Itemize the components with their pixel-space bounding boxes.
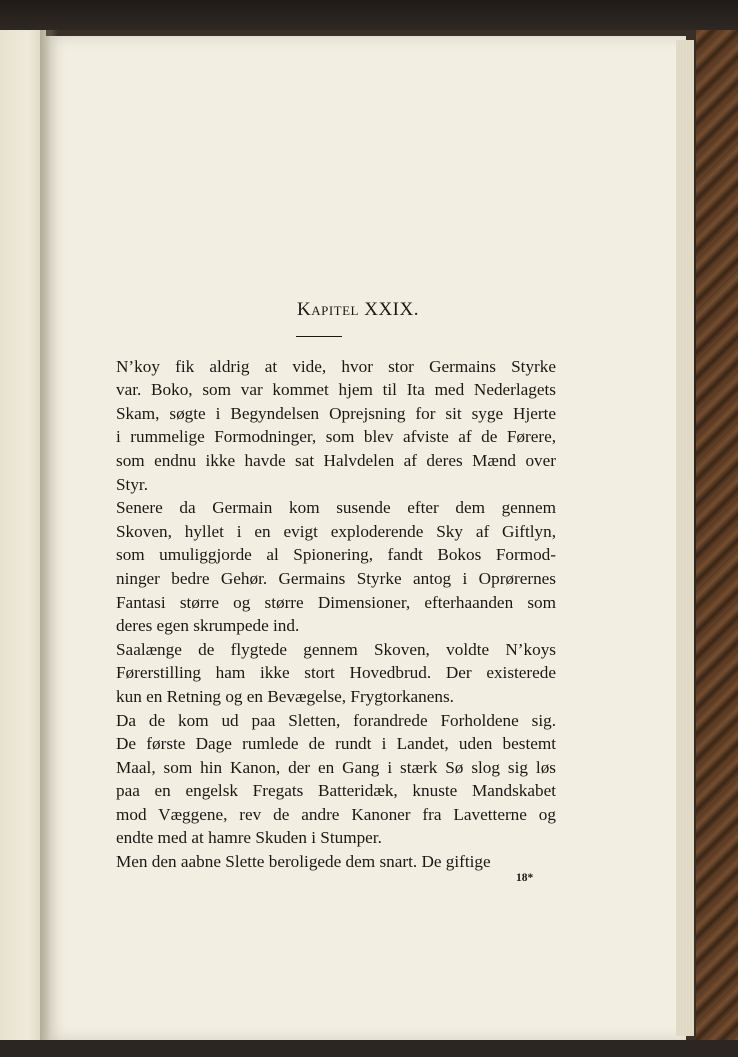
text-line: Men den aabne Slette beroligede dem snart. De giftige <box>116 852 491 872</box>
text-line: kun en Retning og en Bevægelse, Frygtorkanens. <box>116 686 454 706</box>
text-line: Førerstilling ham ikke stort Hovedbrud. Der existerede <box>116 663 556 683</box>
text-line: Fantasi større og større Dimensioner, efterhaanden som <box>116 592 556 612</box>
paragraph <box>116 496 556 638</box>
text-line: paa en engelsk Fregats Batteridæk, knuste Mandskabet <box>116 781 556 801</box>
text-line: mod Væggene, rev de andre Kanoner fra Lavetterne og <box>116 804 556 824</box>
page-content <box>116 298 556 874</box>
text-line: som umuliggjorde al Spionering, fandt Bokos Formod- <box>116 545 556 565</box>
text-line: var. Boko, som var kommet hjem til Ita med Nederlagets <box>116 380 556 400</box>
text-line: Saalænge de flygtede gennem Skoven, voldte N’koys <box>116 639 556 659</box>
paragraph <box>116 638 556 709</box>
text-line: Styr. <box>116 474 148 494</box>
text-line: Skam, søgte i Begyndelsen Oprejsning for sit syge Hjerte <box>116 403 556 423</box>
text-line: som endnu ikke havde sat Halvdelen af deres Mænd over <box>116 450 556 470</box>
page-gutter <box>40 30 58 1040</box>
text-line: deres egen skrumpede ind. <box>116 616 300 636</box>
text-line: Maal, som hin Kanon, der en Gang i stærk Sø slog sig løs <box>116 757 556 777</box>
text-line: De første Dage rumlede de rundt i Landet, uden bestemt <box>116 734 556 754</box>
text-line: i rummelige Formodninger, som blev afviste af de Førere, <box>116 427 556 447</box>
text-line: N’koy fik aldrig at vide, hvor stor Germains Styrke <box>116 356 556 376</box>
text-line: Da de kom ud paa Sletten, forandrede Forholdene sig. <box>116 710 556 730</box>
chapter-title: Kapitel XXIX. <box>297 299 419 320</box>
text-line: ninger bedre Gehør. Germains Styrke antog i Oprørernes <box>116 568 556 588</box>
paragraph <box>116 355 556 497</box>
page-number: 18* <box>516 872 534 884</box>
paragraphs <box>116 355 556 874</box>
bottom-edge <box>0 1040 738 1057</box>
page-edges <box>676 40 694 1036</box>
paragraph <box>116 850 556 874</box>
cover-top-edge <box>0 0 738 30</box>
text-line: Senere da Germain kom susende efter dem gennem <box>116 498 556 518</box>
paragraph <box>116 709 556 851</box>
text-line: Skoven, hyllet i en evigt exploderende Sky af Giftlyn, <box>116 521 556 541</box>
text-line: endte med at hamre Skuden i Stumper. <box>116 828 382 848</box>
title-rule <box>296 336 342 337</box>
cover-right-edge <box>696 30 738 1057</box>
